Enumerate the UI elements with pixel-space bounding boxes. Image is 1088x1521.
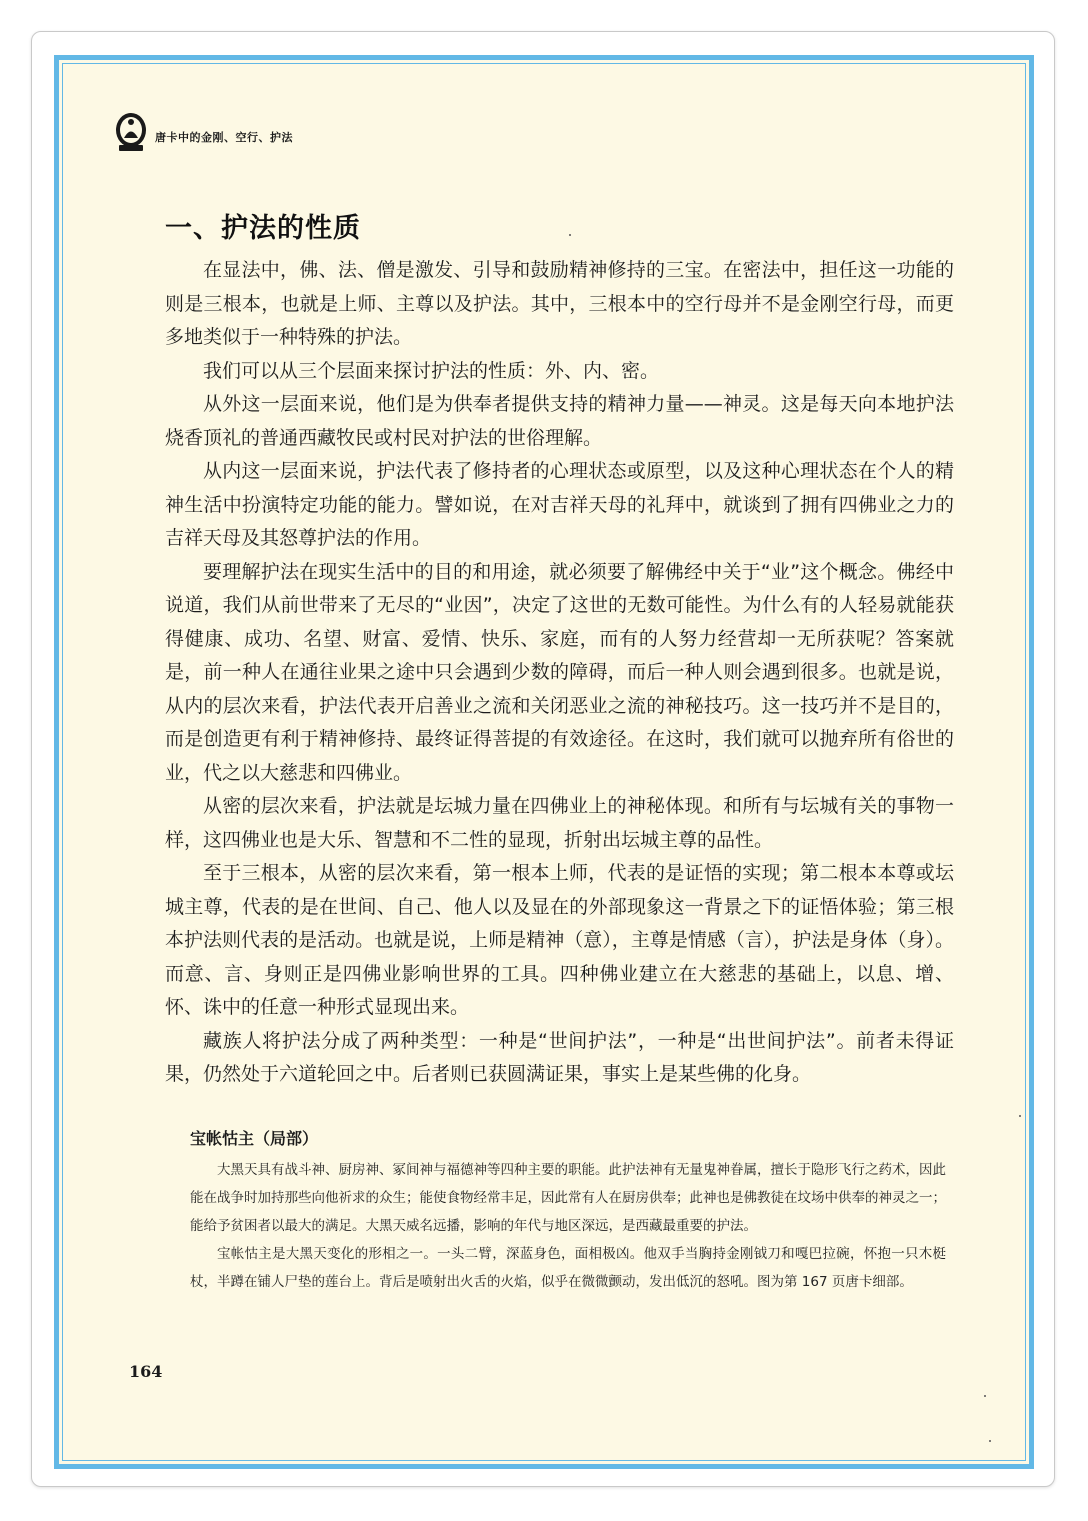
caption-text bbox=[190, 1156, 946, 1296]
body-paragraph: 从内这一层面来说，护法代表了修持者的心理状态或原型，以及这种心理状态在个人的精神生活中扮演特定功能的能力。譬如说，在对吉祥天母的礼拜中，就谈到了拥有四佛业之力的吉祥天母及其怒尊护法的作用。 bbox=[165, 460, 954, 549]
body-paragraph: 至于三根本，从密的层次来看，第一根本上师，代表的是证悟的实现；第二根本本尊或坛城主尊，代表的是在世间、自己、他人以及显在的外部现象这一背景之下的证悟体验；第三根本护法则代表的是活动。也就是说，上师是精神（意），主尊是情感（言），护法是身体（身）。而意、言、身则正是四佛业影响世界的工具。四种佛业建立在大慈悲的基础上，以息、增、怀、诛中的任意一种形式显现出来。 bbox=[165, 862, 954, 1018]
paper-speck bbox=[1019, 1115, 1021, 1117]
caption-title: 宝帐怙主（局部） bbox=[190, 1129, 319, 1148]
running-head bbox=[111, 108, 293, 158]
body-paragraph: 藏族人将护法分成了两种类型：一种是“世间护法”，一种是“出世间护法”。前者未得证果，仍然处于六道轮回之中。后者则已获圆满证果，事实上是某些佛的化身。 bbox=[165, 1029, 954, 1085]
caption-paragraph: 大黑天具有战斗神、厨房神、冢间神与福德神等四种主要的职能。此护法神有无量鬼神眷属，擅长于隐形飞行之药术，因此能在战争时加持那些向他祈求的众生；能使食物经常丰足，因此常有人在厨房供奉；此神也是佛教徒在坟场中供奉的神灵之一；能给予贫困者以最大的满足。大黑天威名远播，影响的年代与地区深远，是西藏最重要的护法。 bbox=[190, 1162, 946, 1234]
body-paragraph: 要理解护法在现实生活中的目的和用途，就必须要了解佛经中关于“业”这个概念。佛经中说道，我们从前世带来了无尽的“业因”，决定了这世的无数可能性。为什么有的人轻易就能获得健康、成功、名望、财富、爱情、快乐、家庭，而有的人努力经营却一无所获呢？答案就是，前一种人在通往业果之途中只会遇到少数的障碍，而后一种人则会遇到很多。也就是说，从内的层次来看，护法代表开启善业之流和关闭恶业之流的神秘技巧。这一技巧并不是目的，而是创造更有利于精神修持、最终证得菩提的有效途径。在这时，我们就可以抛弃所有俗世的业，代之以大慈悲和四佛业。 bbox=[165, 560, 954, 784]
body-paragraph: 在显法中，佛、法、僧是激发、引导和鼓励精神修持的三宝。在密法中，担任这一功能的则是三根本，也就是上师、主尊以及护法。其中，三根本中的空行母并不是金刚空行母，而更多地类似于一种特殊的护法。 bbox=[165, 259, 954, 348]
body-paragraph: 从密的层次来看，护法就是坛城力量在四佛业上的神秘体现。和所有与坛城有关的事物一样，这四佛业也是大乐、智慧和不二性的显现，折射出坛城主尊的品性。 bbox=[165, 795, 954, 851]
buddha-emblem-icon bbox=[111, 111, 151, 155]
paper-speck bbox=[989, 1440, 991, 1442]
paper-speck bbox=[569, 234, 571, 236]
page-number: 164 bbox=[129, 1362, 163, 1381]
running-head-title: 唐卡中的金刚、空行、护法 bbox=[155, 131, 293, 144]
paper-speck bbox=[984, 1395, 986, 1397]
section-title: 一、护法的性质 bbox=[165, 213, 361, 244]
body-paragraph: 从外这一层面来说，他们是为供奉者提供支持的精神力量——神灵。这是每天向本地护法烧香顶礼的普通西藏牧民或村民对护法的世俗理解。 bbox=[165, 393, 954, 449]
body-text bbox=[165, 254, 954, 1092]
caption-paragraph: 宝帐怙主是大黑天变化的形相之一。一头二臂，深蓝身色，面相极凶。他双手当胸持金刚钺刀和嘎巴拉碗，怀抱一只木梃杖，半蹲在铺人尸垫的莲台上。背后是喷射出火舌的火焰，似乎在微微颤动，发出低沉的怒吼。图为第 167 页唐卡细部。 bbox=[190, 1246, 946, 1290]
book-page bbox=[54, 55, 1034, 1469]
body-paragraph: 我们可以从三个层面来探讨护法的性质：外、内、密。 bbox=[203, 359, 660, 382]
